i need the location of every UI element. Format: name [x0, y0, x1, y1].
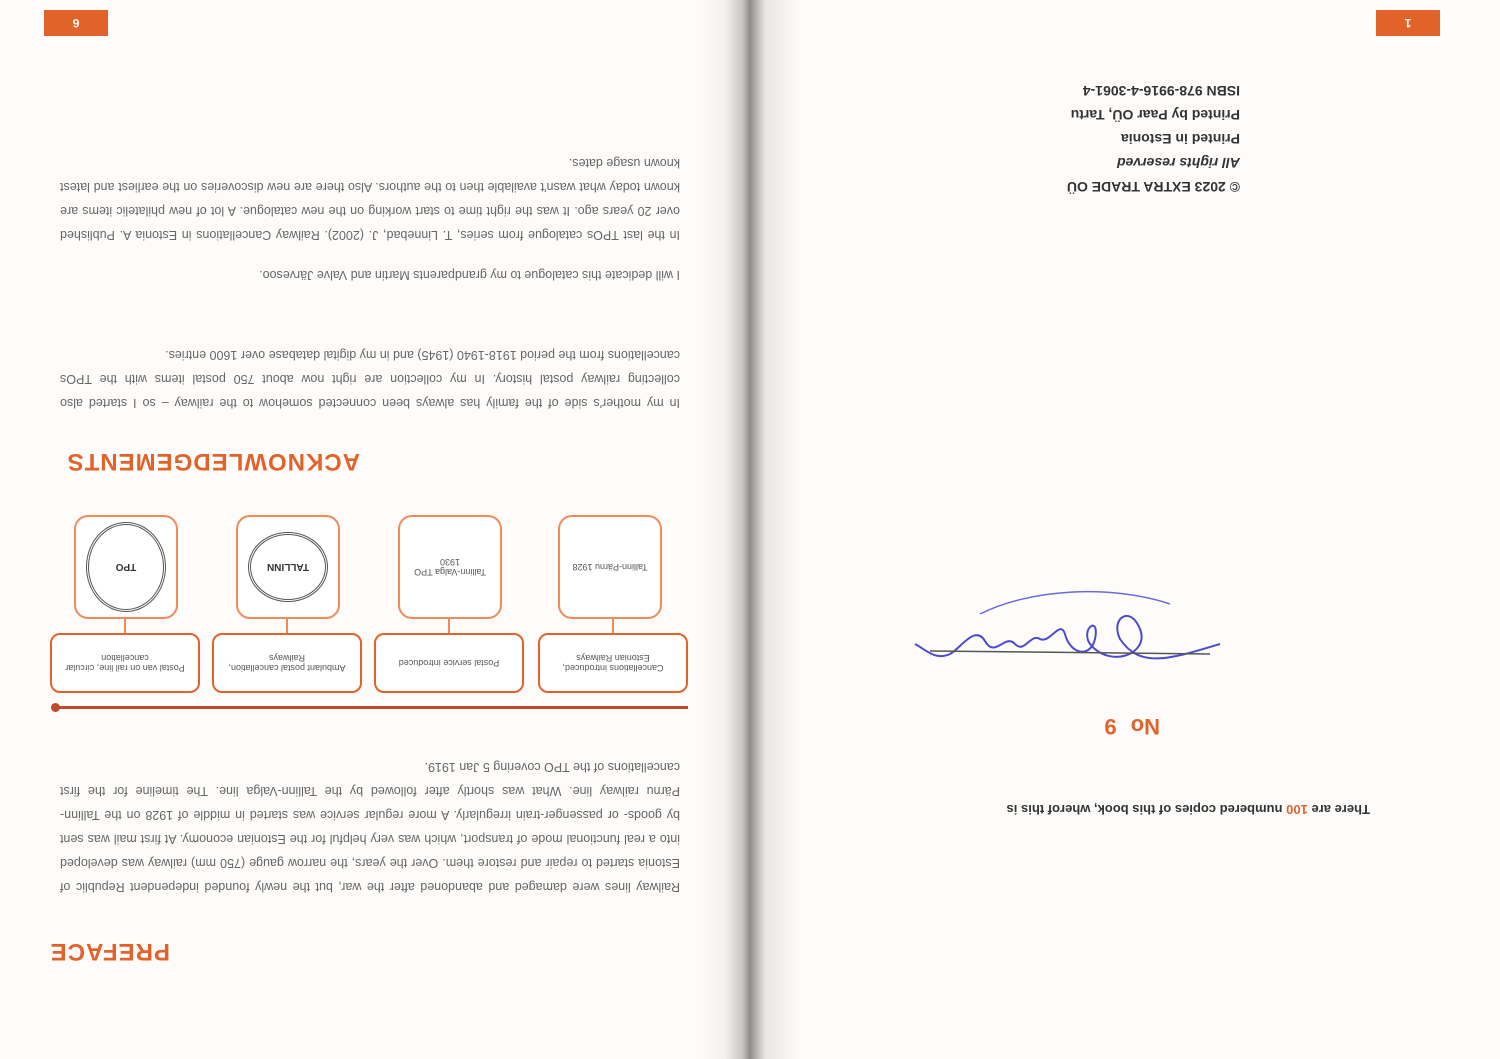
postmark-stamp-image: TALLINN [248, 532, 328, 602]
copies-note-suffix: numbered copies of this book, wherof this is [1006, 802, 1283, 817]
imprint-printed-in: Printed in Estonia [1120, 131, 1240, 147]
acknowledgements-para-3: In the last TPOs catalogue from series, T. Linnebad, J. (2002). Railway Cancellations in Estonia A. Published over 20 years ago. It was the right time to start working on the new catalogue. A lot of new philatelic items are known today what wasn't available then to the authors. Also there are new discoveries on the earliest and latest known usage dates. [60, 156, 680, 242]
postmark-stamp-image: TPO [86, 522, 166, 612]
imprint-block [1000, 79, 1240, 199]
handwritten-signature [910, 579, 1230, 699]
copy-number-value: 9 [1104, 714, 1117, 739]
timeline-box-4: Postal van on rail line, circular cancellation [50, 633, 200, 693]
timeline-stamp-card-3 [236, 515, 340, 619]
timeline-box-1: Cancellations introduced, Estonian Railways [538, 633, 688, 693]
copy-number-label: No [1130, 714, 1160, 739]
page-number-tab [44, 10, 108, 36]
timeline-box-2: Postal service introduced [374, 633, 524, 693]
imprint-isbn: ISBN 978-9916-4-3061-4 [1082, 83, 1240, 99]
timeline-connector [448, 619, 450, 633]
timeline-line [58, 706, 688, 709]
copyright-page [792, 0, 1500, 1059]
timeline-connector [286, 619, 288, 633]
timeline-end-dot [51, 703, 60, 712]
book-gutter-shadow [700, 0, 800, 1059]
timeline-box-3: Ambulant postal cancellation, Railways [212, 633, 362, 693]
page-number: 1 [1404, 16, 1412, 30]
acknowledgements-para-1: In my mother's side of the family has always been connected somehow to the railway – so I started also collecting railway postal history. In my collection are right now about 750 postal items with the TPOs cancellations from the period 1918-1940 (1945) and in my digital database over 1600 entries. [60, 348, 680, 410]
preface-heading: PREFACE [49, 938, 170, 965]
timeline-card-1: Tallinn-Pärnu 1928 [558, 515, 662, 619]
acknowledgements-para-2: I will dedicate this catalogue to my grandparents Martin and Valve Järvesoo. [259, 268, 680, 282]
copies-count: 100 [1286, 802, 1308, 817]
copies-note [1007, 802, 1370, 817]
page-number: 6 [72, 16, 80, 30]
copies-note-prefix: There are [1311, 802, 1370, 817]
imprint-printer: Printed by Paar OÜ, Tartu [1070, 107, 1240, 123]
timeline-connector [612, 619, 614, 633]
copy-number [1104, 713, 1160, 739]
preface-body: Railway lines were damaged and abandoned after the war, but the newly founded independent Republic of Estonia started to repair and restore them. Over the years, the narrow gauge (750 mm) railway was developed into a real functional mode of transport, which was very helpful for the Estonian economy. At first mail was sent by goods- or passenger-train irregularly. A more regular service was started in middle of 1928 on the Tallinn-Pärnu railway line. What was shortly after followed by the Tallinn-Valga line. The timeline for the first cancellations of the TPO covering 5 Jan 1919. [60, 760, 680, 894]
acknowledgements-heading: ACKNOWLEDGEMENTS [66, 448, 360, 475]
timeline-connector [124, 619, 126, 633]
timeline-stamp-card-4 [74, 515, 178, 619]
imprint-rights: All rights reserved [1117, 155, 1240, 171]
page-number-tab [1376, 10, 1440, 36]
timeline-card-2: Tallinn-Valga TPO 1930 [398, 515, 502, 619]
imprint-copyright: © 2023 EXTRA TRADE OÜ [1066, 179, 1240, 195]
